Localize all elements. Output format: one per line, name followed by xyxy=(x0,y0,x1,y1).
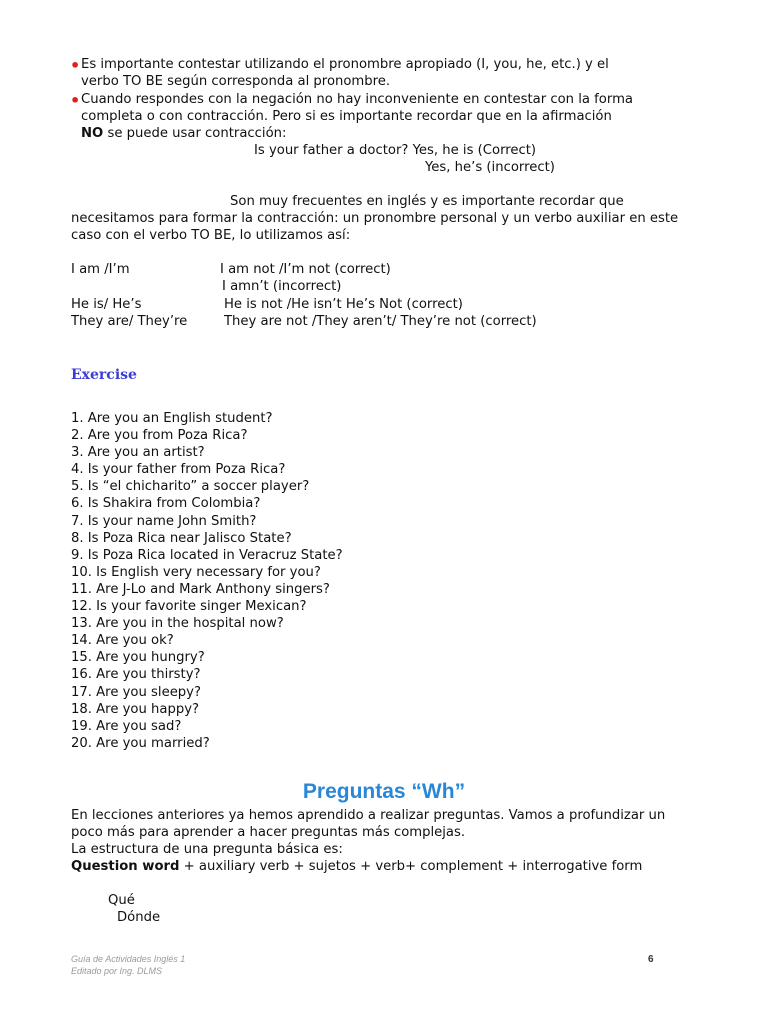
list-item: 18. Are you happy? xyxy=(71,701,200,717)
no-rest: se puede usar contracción: xyxy=(103,126,287,141)
exercise-question-list xyxy=(71,410,343,752)
list-item: 6. Is Shakira from Colombia? xyxy=(71,496,261,512)
wh-paragraph-line-3: La estructura de una pregunta básica es: xyxy=(71,842,343,857)
word-donde: Dónde xyxy=(117,910,161,925)
list-item: 13. Are you in the hospital now? xyxy=(71,616,284,632)
example-line-1: Is your father a doctor? Yes, he is (Correct) xyxy=(254,143,537,158)
paragraph-line-2: necesitamos para formar la contracción: un pronombre personal y un verbo auxiliar en este xyxy=(71,211,679,226)
list-item: 10. Is English very necessary for you? xyxy=(71,564,321,580)
wh-paragraph-line-2: poco más para aprender a hacer preguntas más complejas. xyxy=(71,825,466,840)
list-item: 5. Is “el chicharito” a soccer player? xyxy=(71,479,310,495)
contraction-left: He is/ He’s xyxy=(71,297,142,312)
list-item: 12. Is your favorite singer Mexican? xyxy=(71,599,307,615)
paragraph-line-3: caso con el verbo TO BE, lo utilizamos así: xyxy=(71,228,351,243)
bullet-1-line-1: Es importante contestar utilizando el pronombre apropiado (I, you, he, etc.) y el xyxy=(81,57,609,72)
bullet-1-line-2: verbo TO BE según corresponda al pronombre. xyxy=(81,74,391,89)
wh-questions-heading: Preguntas “Wh” xyxy=(302,780,466,803)
structure-bold: Question word xyxy=(71,859,180,874)
bullet-marker: • xyxy=(70,91,81,110)
word-que: Qué xyxy=(108,893,135,908)
footer-line-2: Editado por Ing. DLMS xyxy=(71,966,163,976)
paragraph-line-1: Son muy frecuentes en inglés y es importante recordar que xyxy=(230,194,624,209)
structure-rest: + auxiliary verb + sujetos + verb+ complement + interrogative form xyxy=(179,859,643,874)
contraction-right: He is not /He isn’t He’s Not (correct) xyxy=(224,297,463,312)
bullet-2-line-3 xyxy=(81,125,286,142)
bullet-2-line-1: Cuando respondes con la negación no hay inconveniente en contestar con la forma xyxy=(81,92,633,107)
contraction-right: They are not /They aren’t/ They’re not (correct) xyxy=(224,314,537,329)
list-item: 1. Are you an English student? xyxy=(71,411,273,426)
contraction-right: I am not /I’m not (correct) xyxy=(220,262,391,277)
structure-line xyxy=(71,858,642,875)
example-line-2: Yes, he’s (incorrect) xyxy=(425,160,555,175)
list-item: 14. Are you ok? xyxy=(71,633,174,649)
no-bold: NO xyxy=(81,126,104,141)
contraction-left: They are/ They’re xyxy=(71,314,188,329)
list-item: 9. Is Poza Rica located in Veracruz State? xyxy=(71,547,343,563)
page-number: 6 xyxy=(648,954,654,965)
list-item: 7. Is your name John Smith? xyxy=(71,513,257,529)
footer-line-1: Guía de Actividades Inglés 1 xyxy=(71,954,186,964)
list-item: 16. Are you thirsty? xyxy=(71,667,201,683)
contraction-left: I am /I’m xyxy=(71,262,130,277)
list-item: 8. Is Poza Rica near Jalisco State? xyxy=(71,530,292,546)
wh-paragraph-line-1: En lecciones anteriores ya hemos aprendido a realizar preguntas. Vamos a profundizar un xyxy=(71,808,666,823)
exercise-heading: Exercise xyxy=(71,367,137,383)
list-item: 3. Are you an artist? xyxy=(71,445,205,461)
list-item: 2. Are you from Poza Rica? xyxy=(71,428,248,444)
bullet-marker: • xyxy=(70,56,81,75)
list-item: 19. Are you sad? xyxy=(71,718,182,734)
list-item: 20. Are you married? xyxy=(71,735,210,751)
list-item: 4. Is your father from Poza Rica? xyxy=(71,462,286,478)
bullet-2-line-2: completa o con contracción. Pero si es importante recordar que en la afirmación xyxy=(81,109,612,124)
list-item: 11. Are J-Lo and Mark Anthony singers? xyxy=(71,581,330,597)
list-item: 17. Are you sleepy? xyxy=(71,684,201,700)
contraction-right: I amn’t (incorrect) xyxy=(222,279,342,294)
list-item: 15. Are you hungry? xyxy=(71,650,205,666)
